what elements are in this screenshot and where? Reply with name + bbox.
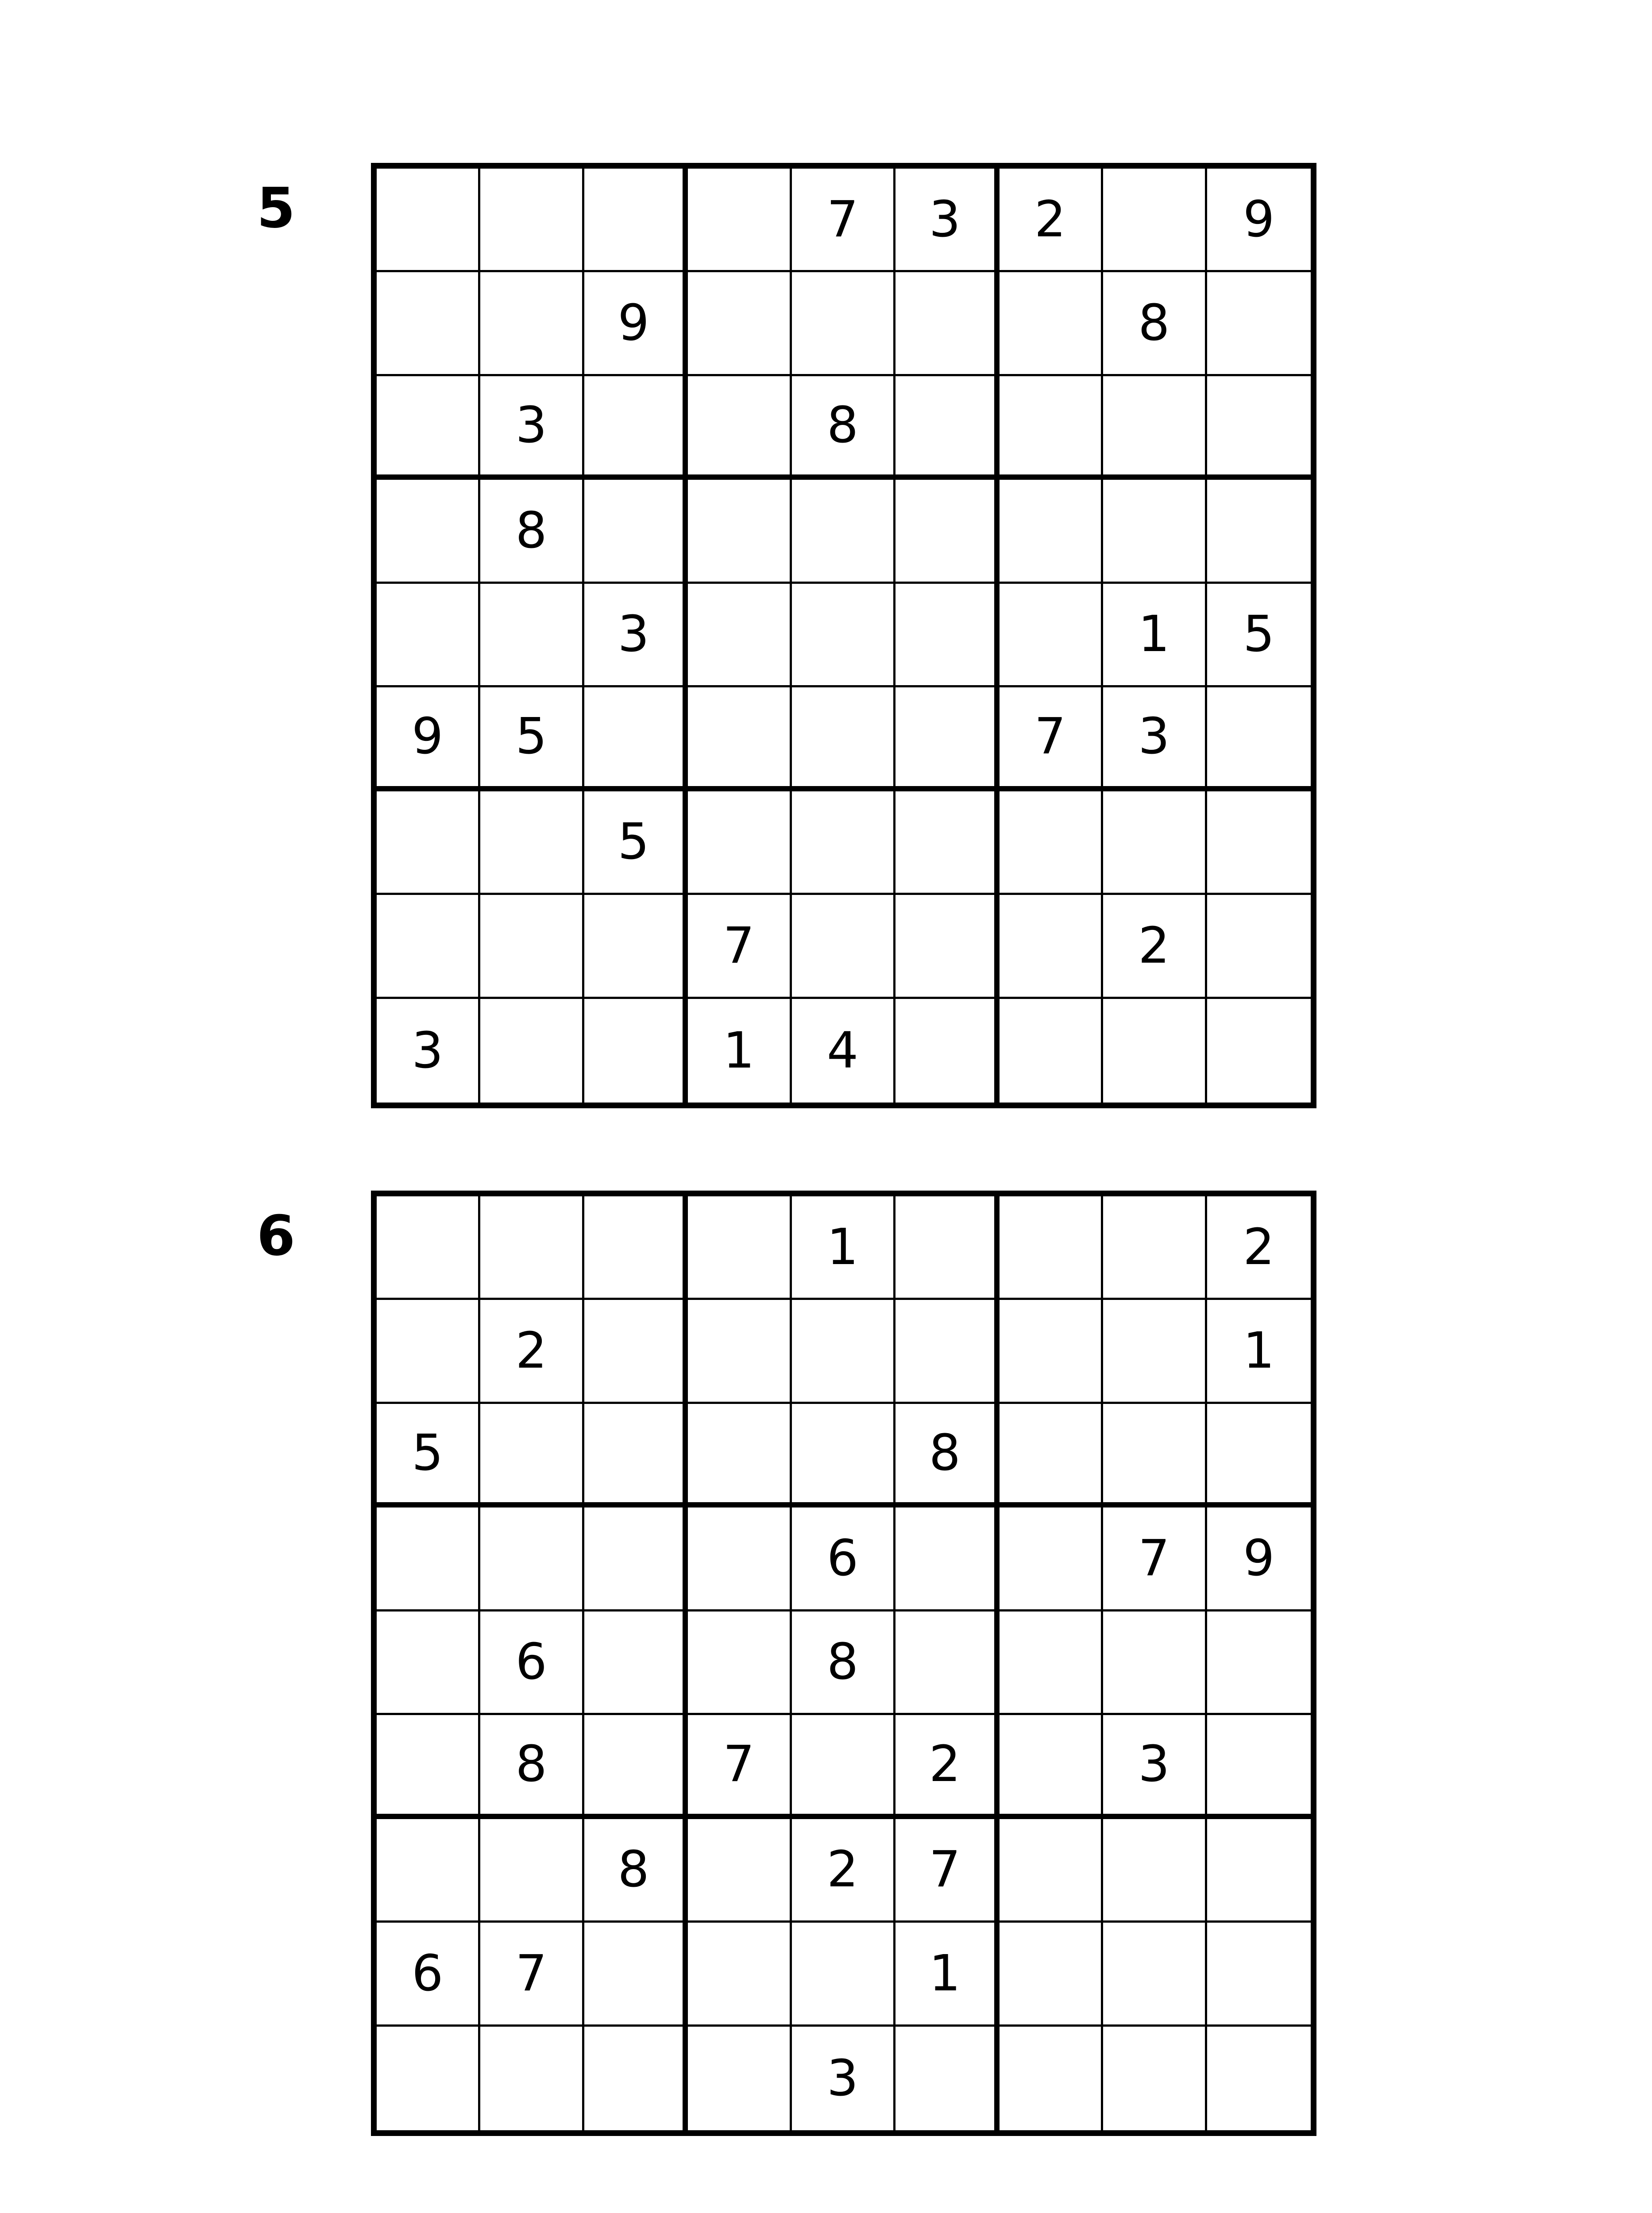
sudoku-cell[interactable] (584, 687, 688, 791)
sudoku-cell[interactable]: 2 (1207, 1196, 1311, 1300)
sudoku-cell[interactable] (584, 1715, 688, 1819)
sudoku-cell[interactable] (480, 1196, 584, 1300)
sudoku-cell[interactable] (377, 1715, 480, 1819)
sudoku-cell[interactable] (1207, 1612, 1311, 1715)
sudoku-cell[interactable]: 6 (377, 1923, 480, 2026)
sudoku-cell[interactable]: 2 (480, 1300, 584, 1403)
sudoku-grid-5 (371, 163, 1316, 1108)
sudoku-cell[interactable] (1207, 687, 1311, 791)
sudoku-cell[interactable] (584, 1612, 688, 1715)
sudoku-cell[interactable] (688, 584, 791, 687)
sudoku-cell[interactable] (1207, 480, 1311, 583)
sudoku-cell[interactable] (688, 1612, 791, 1715)
sudoku-cell[interactable] (1000, 1819, 1103, 1923)
sudoku-cell[interactable]: 3 (792, 2027, 895, 2130)
sudoku-cell[interactable]: 9 (377, 687, 480, 791)
sudoku-cell[interactable] (584, 376, 688, 480)
sudoku-cell[interactable] (377, 1196, 480, 1300)
sudoku-cell[interactable]: 8 (480, 1715, 584, 1819)
sudoku-cell[interactable]: 1 (792, 1196, 895, 1300)
sudoku-cell[interactable]: 2 (895, 1715, 999, 1819)
sudoku-cell[interactable]: 3 (584, 584, 688, 687)
sudoku-cell[interactable] (480, 895, 584, 999)
sudoku-cell[interactable]: 8 (584, 1819, 688, 1923)
sudoku-cell[interactable] (480, 791, 584, 895)
sudoku-cell[interactable] (377, 1612, 480, 1715)
sudoku-cell[interactable] (480, 272, 584, 376)
sudoku-cell[interactable]: 2 (1103, 895, 1207, 999)
sudoku-cell[interactable] (895, 376, 999, 480)
sudoku-cell[interactable] (480, 1819, 584, 1923)
sudoku-cell[interactable] (377, 376, 480, 480)
sudoku-cell[interactable]: 5 (377, 1404, 480, 1507)
sudoku-cell[interactable]: 7 (688, 895, 791, 999)
sudoku-cell[interactable]: 3 (1103, 687, 1207, 791)
sudoku-cell[interactable] (1207, 1819, 1311, 1923)
sudoku-cell[interactable] (1000, 272, 1103, 376)
sudoku-cell[interactable] (895, 999, 999, 1103)
sudoku-cell[interactable] (895, 895, 999, 999)
sudoku-cell[interactable] (377, 480, 480, 583)
sudoku-cell[interactable]: 8 (1103, 272, 1207, 376)
sudoku-cell[interactable] (584, 1196, 688, 1300)
sudoku-cell[interactable] (584, 999, 688, 1103)
sudoku-cell[interactable] (1000, 999, 1103, 1103)
sudoku-cell[interactable]: 4 (792, 999, 895, 1103)
sudoku-cell[interactable]: 2 (792, 1819, 895, 1923)
sudoku-cell[interactable] (792, 895, 895, 999)
sudoku-cell[interactable]: 7 (688, 1715, 791, 1819)
sudoku-cell[interactable]: 8 (480, 480, 584, 583)
sudoku-cell[interactable] (1000, 1507, 1103, 1611)
sudoku-cell[interactable] (792, 1404, 895, 1507)
sudoku-cell[interactable] (688, 1507, 791, 1611)
sudoku-cell[interactable] (688, 272, 791, 376)
sudoku-cell[interactable] (377, 272, 480, 376)
sudoku-cell[interactable] (1000, 1404, 1103, 1507)
sudoku-cell[interactable]: 7 (1000, 687, 1103, 791)
sudoku-cell[interactable] (895, 1300, 999, 1403)
sudoku-cell[interactable] (792, 480, 895, 583)
sudoku-cell[interactable] (1103, 999, 1207, 1103)
sudoku-cell[interactable] (895, 1612, 999, 1715)
sudoku-cell[interactable] (1103, 480, 1207, 583)
sudoku-cell[interactable] (584, 1507, 688, 1611)
sudoku-cell[interactable] (895, 2027, 999, 2130)
sudoku-cell[interactable] (1103, 1819, 1207, 1923)
sudoku-cell[interactable] (584, 1923, 688, 2026)
sudoku-cell[interactable] (377, 1507, 480, 1611)
sudoku-cell[interactable]: 6 (792, 1507, 895, 1611)
sudoku-cell[interactable]: 1 (1207, 1300, 1311, 1403)
sudoku-cell[interactable]: 6 (480, 1612, 584, 1715)
sudoku-cell[interactable] (1207, 999, 1311, 1103)
sudoku-cell[interactable] (1207, 895, 1311, 999)
sudoku-cell[interactable]: 1 (1103, 584, 1207, 687)
sudoku-cell[interactable]: 3 (1103, 1715, 1207, 1819)
sudoku-cell[interactable] (1000, 1300, 1103, 1403)
sudoku-cell[interactable] (792, 1715, 895, 1819)
puzzle-number-6: 6 (257, 1204, 295, 1268)
puzzle-number-5: 5 (257, 176, 295, 240)
sudoku-cell[interactable] (792, 1300, 895, 1403)
sudoku-cell[interactable] (895, 272, 999, 376)
sudoku-cell[interactable] (377, 1300, 480, 1403)
sudoku-cell[interactable] (1103, 169, 1207, 272)
sudoku-cell[interactable] (688, 1404, 791, 1507)
sudoku-cell[interactable] (1207, 2027, 1311, 2130)
sudoku-cell[interactable] (1000, 2027, 1103, 2130)
sudoku-cell[interactable] (480, 584, 584, 687)
sudoku-cell[interactable] (1103, 791, 1207, 895)
sudoku-cell[interactable]: 7 (792, 169, 895, 272)
sudoku-cell[interactable]: 7 (480, 1923, 584, 2026)
sudoku-cell[interactable] (1207, 376, 1311, 480)
sudoku-cell[interactable]: 9 (584, 272, 688, 376)
sudoku-cell[interactable] (1103, 1923, 1207, 2026)
sudoku-cell[interactable] (688, 376, 791, 480)
sudoku-cell[interactable] (1207, 1404, 1311, 1507)
sudoku-cell[interactable] (688, 1300, 791, 1403)
sudoku-cell[interactable] (377, 1819, 480, 1923)
sudoku-cell[interactable] (584, 480, 688, 583)
sudoku-cell[interactable]: 7 (1103, 1507, 1207, 1611)
sudoku-cell[interactable] (480, 169, 584, 272)
sudoku-cell[interactable] (584, 2027, 688, 2130)
sudoku-cell[interactable]: 5 (480, 687, 584, 791)
sudoku-cell[interactable]: 5 (584, 791, 688, 895)
sudoku-cell[interactable] (688, 1819, 791, 1923)
sudoku-cell[interactable] (377, 895, 480, 999)
sudoku-cell[interactable] (1000, 584, 1103, 687)
sudoku-cell[interactable] (480, 1507, 584, 1611)
sudoku-cell[interactable] (1000, 480, 1103, 583)
sudoku-cell[interactable] (480, 1404, 584, 1507)
sudoku-cell[interactable] (792, 1923, 895, 2026)
sudoku-cell[interactable] (584, 1300, 688, 1403)
sudoku-grid-6 (371, 1191, 1316, 2136)
sudoku-cell[interactable] (1103, 1300, 1207, 1403)
sudoku-cell[interactable] (895, 480, 999, 583)
sudoku-cell[interactable] (480, 999, 584, 1103)
sudoku-cell[interactable] (688, 791, 791, 895)
sudoku-cell[interactable] (688, 480, 791, 583)
sudoku-cell[interactable] (792, 791, 895, 895)
sudoku-cell[interactable] (895, 584, 999, 687)
sudoku-cell[interactable] (1207, 1715, 1311, 1819)
sudoku-cell[interactable] (377, 169, 480, 272)
sudoku-cell[interactable]: 8 (792, 1612, 895, 1715)
sudoku-cell[interactable] (895, 687, 999, 791)
sudoku-cell[interactable] (1000, 376, 1103, 480)
sudoku-cell[interactable] (688, 687, 791, 791)
sudoku-cell[interactable] (1000, 1612, 1103, 1715)
sudoku-cell[interactable] (1103, 1612, 1207, 1715)
sudoku-cell[interactable] (584, 169, 688, 272)
sudoku-cell[interactable] (377, 584, 480, 687)
sudoku-cell[interactable] (1207, 791, 1311, 895)
sudoku-cell[interactable]: 3 (895, 169, 999, 272)
sudoku-cell[interactable] (895, 1507, 999, 1611)
sudoku-cell[interactable] (1103, 2027, 1207, 2130)
sudoku-cell[interactable] (584, 1404, 688, 1507)
sudoku-cell[interactable] (792, 687, 895, 791)
sudoku-cell[interactable]: 3 (377, 999, 480, 1103)
sudoku-cell[interactable] (1000, 791, 1103, 895)
sudoku-cell[interactable]: 9 (1207, 169, 1311, 272)
sudoku-cell[interactable] (688, 2027, 791, 2130)
sudoku-cell[interactable] (792, 584, 895, 687)
sudoku-cell[interactable] (1000, 1715, 1103, 1819)
sudoku-cell[interactable]: 3 (480, 376, 584, 480)
sudoku-cell[interactable] (1103, 376, 1207, 480)
sudoku-cell[interactable] (895, 791, 999, 895)
sudoku-cell[interactable] (377, 791, 480, 895)
sudoku-cell[interactable]: 9 (1207, 1507, 1311, 1611)
sudoku-cell[interactable] (1000, 1196, 1103, 1300)
sudoku-cell[interactable]: 1 (688, 999, 791, 1103)
sudoku-cell[interactable]: 8 (792, 376, 895, 480)
sudoku-cell[interactable]: 1 (895, 1923, 999, 2026)
sudoku-cell[interactable] (1103, 1196, 1207, 1300)
sudoku-cell[interactable] (688, 1923, 791, 2026)
sudoku-cell[interactable] (1000, 895, 1103, 999)
sudoku-cell[interactable] (1207, 272, 1311, 376)
sudoku-cell[interactable] (1207, 1923, 1311, 2026)
sudoku-cell[interactable]: 5 (1207, 584, 1311, 687)
sudoku-cell[interactable] (1103, 1404, 1207, 1507)
sudoku-cell[interactable] (688, 1196, 791, 1300)
sudoku-cell[interactable]: 8 (895, 1404, 999, 1507)
sudoku-cell[interactable]: 7 (895, 1819, 999, 1923)
sudoku-cell[interactable] (584, 895, 688, 999)
sudoku-cell[interactable] (1000, 1923, 1103, 2026)
sudoku-cell[interactable] (480, 2027, 584, 2130)
sudoku-cell[interactable]: 2 (1000, 169, 1103, 272)
sudoku-cell[interactable] (377, 2027, 480, 2130)
sudoku-cell[interactable] (688, 169, 791, 272)
sudoku-cell[interactable] (792, 272, 895, 376)
sudoku-cell[interactable] (895, 1196, 999, 1300)
